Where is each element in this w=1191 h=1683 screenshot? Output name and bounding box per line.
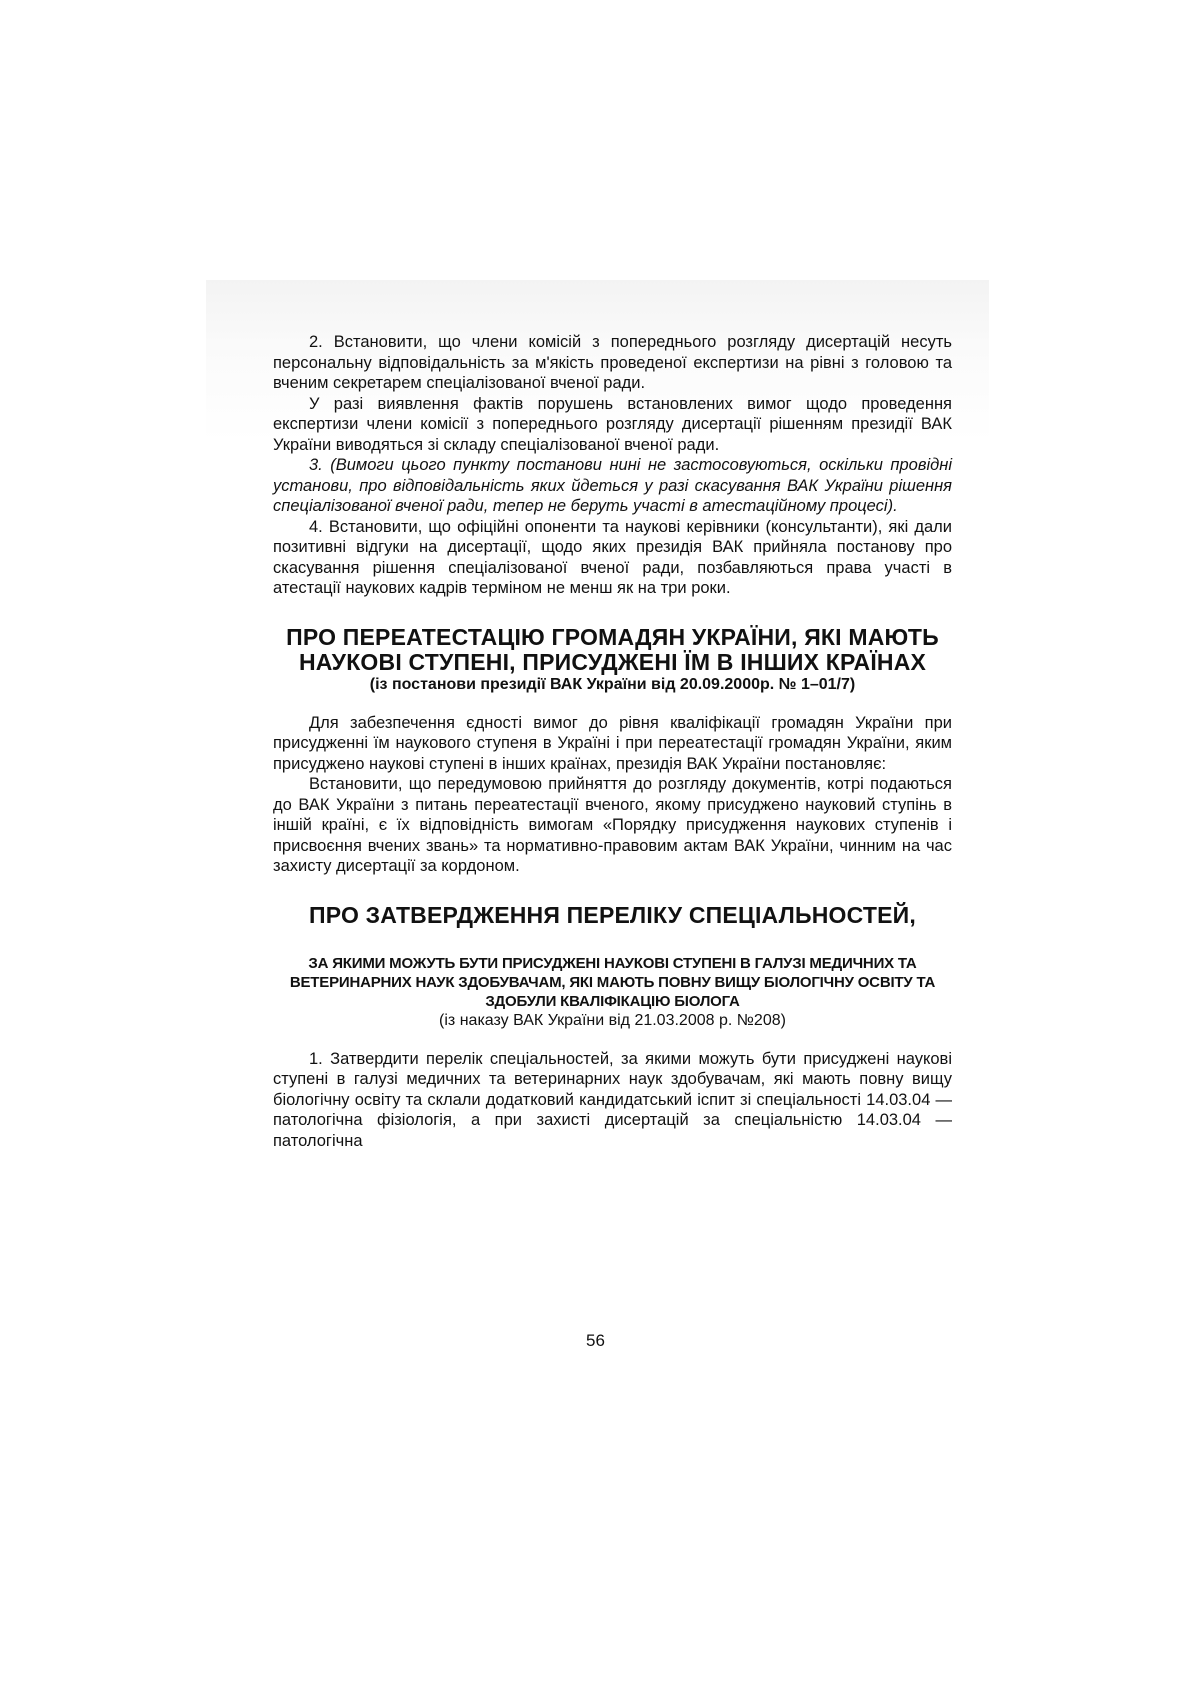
- paragraph-establish-precondition: Встановити, що передумовою прийняття до розгляду документів, котрі подаються до ВАК України з питань переатестації вченого, якому присуджено науковий ступінь в іншій країні, є їх відповідність вимогам «Порядку присудження наукових ступенів і присвоєння вчених звань» та нормативно-правовим актам ВАК України, чинним на час захисту дисертації за кордоном.: [273, 775, 952, 875]
- spacer: [273, 599, 952, 625]
- source-specialties: (із наказу ВАК України від 21.03.2008 р. №208): [439, 1011, 786, 1029]
- heading-reattestation: ПРО ПЕРЕАТЕСТАЦІЮ ГРОМАДЯН УКРАЇНИ, ЯКІ МАЮТЬ НАУКОВІ СТУПЕНІ, ПРИСУДЖЕНІ ЇМ В ІНШИХ КРАЇНАХ: [286, 623, 939, 675]
- paragraph-unity-requirements: Для забезпечення єдності вимог до рівня кваліфікації громадян України при присудженні їм наукового ступеня в Україні і при переатестації громадян України, яким присуджено наукові ступені в інших країнах, президія ВАК України постановляє:: [273, 713, 952, 773]
- spacer: [273, 1031, 952, 1049]
- heading-specialties: ПРО ЗАТВЕРДЖЕННЯ ПЕРЕЛІКУ СПЕЦІАЛЬНОСТЕЙ,: [309, 901, 916, 928]
- page-number: 56: [586, 1331, 605, 1350]
- paragraph-violations: У разі виявлення фактів порушень встановлених вимог щодо проведення експертизи члени комісії з попереднього розгляду дисертації рішенням президії ВАК України виводяться зі складу спеціалізованої вченої ради.: [273, 394, 952, 454]
- spacer: [273, 877, 952, 903]
- paragraph-responsibility: 2. Встановити, що члени комісій з попереднього розгляду дисертацій несуть персональну відповідальність за м'якість проведеної експертизи на рівні з головою та вченим секретарем спеціалізованої вченої ради.: [273, 333, 952, 392]
- source-reattestation: (із постанови президії ВАК України від 20.09.2000р. № 1–01/7): [369, 675, 856, 693]
- spacer: [273, 695, 952, 713]
- paragraph-opponents: 4. Встановити, що офіційні опоненти та наукові керівники (консультанти), які дали позитивні відгуки на дисертації, щодо яких президія ВАК прийняла постанову про скасування рішення спеціалізованої вченої ради, позбавляються права участі в атестації наукових кадрів терміном не менш як на три роки.: [273, 517, 952, 597]
- page-content: [273, 332, 952, 1151]
- paragraph-approve-list: 1. Затвердити перелік спеціальностей, за якими можуть бути присуджені наукові ступені в галузі медичних та ветеринарних наук здобувачам, які мають повну вищу біологічну освіту та склали додатковий кандидатський іспит зі спеціальності 14.03.04 — патологічна фізіологія, а при захисті дисертацій за спеціальністю 14.03.04 — патологічна: [273, 1049, 952, 1150]
- spacer: [273, 928, 952, 954]
- subheading-specialties: ЗА ЯКИМИ МОЖУТЬ БУТИ ПРИСУДЖЕНІ НАУКОВІ СТУПЕНІ В ГАЛУЗІ МЕДИЧНИХ ТА ВЕТЕРИНАРНИХ НАУК ЗДОБУВАЧАМ, ЯКІ МАЮТЬ ПОВНУ ВИЩУ БІОЛОГІЧНУ ОСВІТУ ТА ЗДОБУЛИ КВАЛІФІКАЦІЮ БІОЛОГА: [289, 954, 936, 1010]
- paragraph-requirements-note: 3. (Вимоги цього пункту постанови нині не застосовуються, оскільки провідні установи, про відповідальність яких йдеться у разі скасування ВАК України рішення спеціалізованої вченої ради, тепер не беруть участі в атестаційному процесі).: [273, 456, 952, 515]
